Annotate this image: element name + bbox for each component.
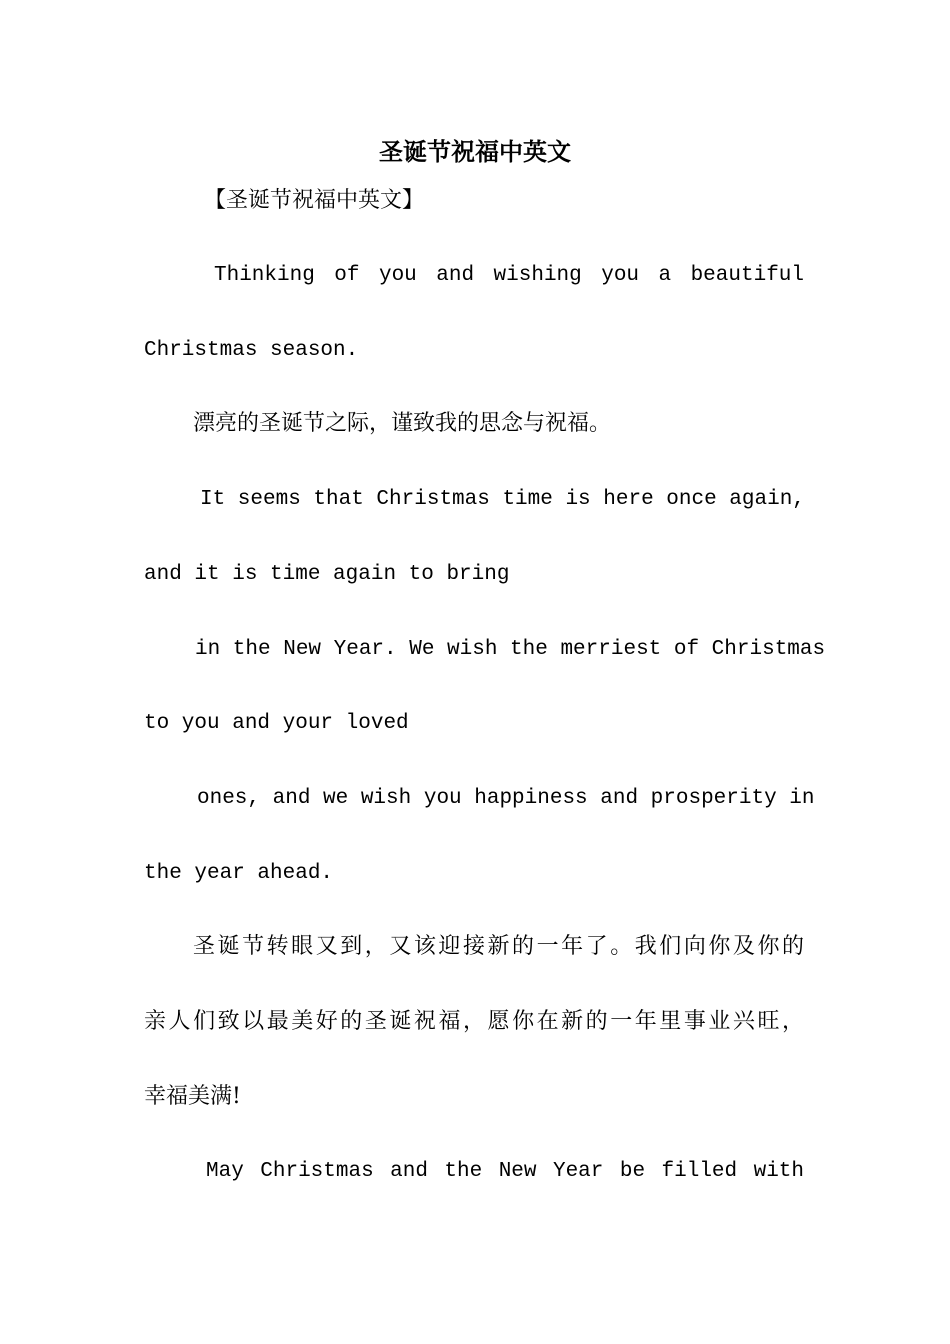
- text-line: ones, and we wish you happiness and prosperity in: [197, 787, 815, 810]
- text-line: Thinking of you and wishing you a beautiful: [214, 264, 804, 287]
- text-line: and it is time again to bring: [144, 563, 510, 586]
- text-line: 漂亮的圣诞节之际，谨致我的思念与祝福。: [193, 411, 612, 436]
- document-title: 圣诞节祝福中英文: [379, 137, 571, 166]
- text-line: in the New Year. We wish the merriest of Christmas: [195, 638, 826, 661]
- text-line: 幸福美满!: [144, 1084, 241, 1109]
- text-line: It seems that Christmas time is here once again,: [200, 488, 805, 511]
- text-line: Christmas season.: [144, 339, 359, 362]
- document-subheading: 【圣诞节祝福中英文】: [204, 188, 425, 213]
- text-line: to you and your loved: [144, 712, 409, 735]
- text-line: the year ahead.: [144, 862, 334, 885]
- text-line: 圣诞节转眼又到，又该迎接新的一年了。我们向你及你的: [193, 934, 804, 959]
- text-line: May Christmas and the New Year be filled with: [206, 1160, 804, 1183]
- text-line: 亲人们致以最美好的圣诞祝福，愿你在新的一年里事业兴旺，: [144, 1009, 804, 1034]
